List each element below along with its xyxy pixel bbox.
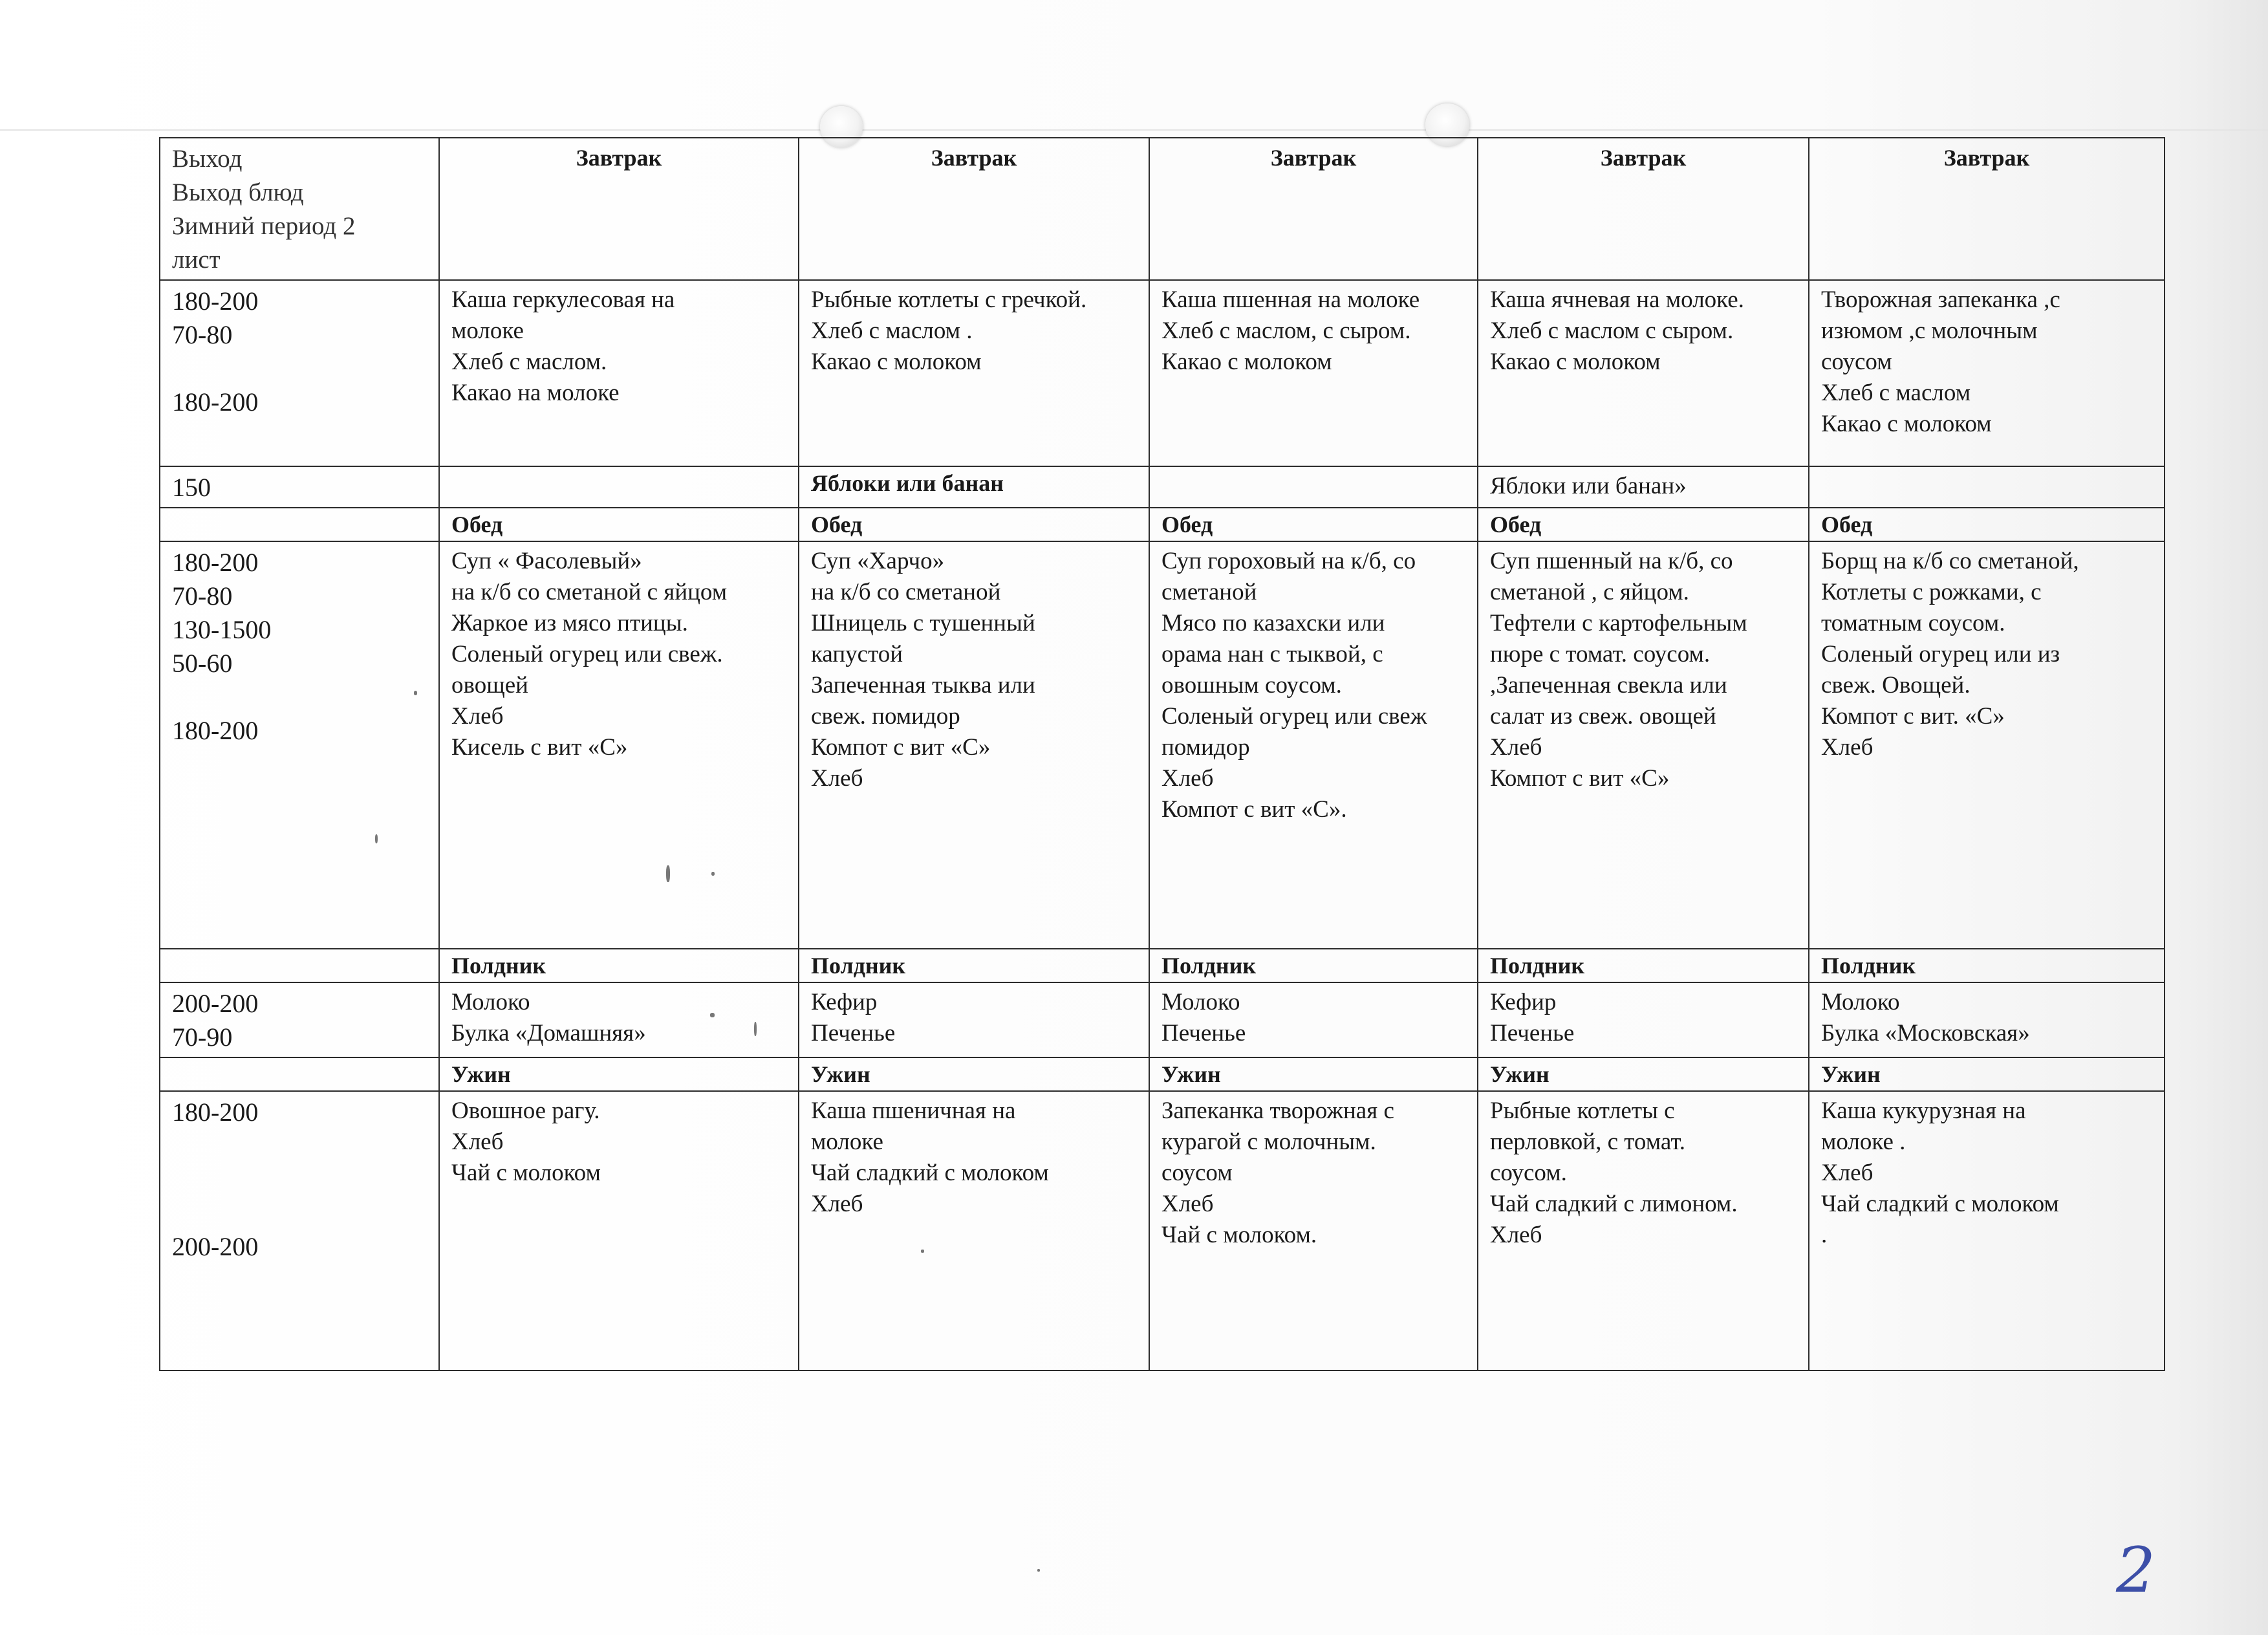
snack-day-2: Яблоки или банан — [799, 466, 1149, 508]
snack-day-3 — [1149, 466, 1478, 508]
snack-day-5 — [1809, 466, 2165, 508]
scan-speck — [375, 834, 378, 843]
dinner-portions: 180-200 200-200 — [160, 1091, 439, 1370]
afternoon-day-4: Кефир Печенье — [1478, 982, 1809, 1057]
breakfast-day-2: Рыбные котлеты с гречкой. Хлеб с маслом . Какао с молоком — [799, 280, 1149, 466]
afternoon-day-5: Молоко Булка «Московская» — [1809, 982, 2165, 1057]
lunch-day-4: Суп пшенный на к/б, со сметаной , с яйцом. Тефтели с картофельным пюре с томат. соусом. ,Запеченная свекла или салат из свеж. овощей Хлеб Компот с вит «С» — [1478, 541, 1809, 949]
dinner-day-2: Каша пшеничная на молоке Чай сладкий с молоком Хлеб — [799, 1091, 1149, 1370]
dinner-heading-day-2: Ужин — [799, 1057, 1149, 1091]
lunch-row — [160, 541, 2165, 949]
scan-speck — [710, 1013, 715, 1017]
lunch-day-2: Суп «Харчо» на к/б со сметаной Шницель с тушенный капустой Запеченная тыква или свеж. помидор Компот с вит «С» Хлеб — [799, 541, 1149, 949]
afternoon-heading-empty — [160, 949, 439, 982]
header-day-5: Завтрак — [1809, 138, 2165, 280]
page-number: 2 — [2116, 1534, 2156, 1607]
afternoon-heading-day-2: Полдник — [799, 949, 1149, 982]
afternoon-day-2: Кефир Печенье — [799, 982, 1149, 1057]
snack-portions: 150 — [160, 466, 439, 508]
lunch-heading-day-3: Обед — [1149, 508, 1478, 541]
afternoon-day-3: Молоко Печенье — [1149, 982, 1478, 1057]
lunch-heading-empty — [160, 508, 439, 541]
scan-speck — [921, 1250, 924, 1253]
lunch-portions: 180-200 70-80 130-1500 50-60 180-200 — [160, 541, 439, 949]
dinner-heading-empty — [160, 1057, 439, 1091]
dinner-day-3: Запеканка творожная с курагой с молочным. соусом Хлеб Чай с молоком. — [1149, 1091, 1478, 1370]
afternoon-heading-row — [160, 949, 2165, 982]
breakfast-day-3: Каша пшенная на молоке Хлеб с маслом, с сыром. Какао с молоком — [1149, 280, 1478, 466]
dinner-day-1: Овошное рагу. Хлеб Чай с молоком — [439, 1091, 799, 1370]
lunch-day-1: Суп « Фасолевый» на к/б со сметаной с яйцом Жаркое из мясо птицы. Соленый огурец или свеж. овощей Хлеб Кисель с вит «С» — [439, 541, 799, 949]
lunch-day-3: Суп гороховый на к/б, со сметаной Мясо по казахски или орама нан с тыквой, с овошным соусом. Соленый огурец или свеж помидор Хлеб Компот с вит «С». — [1149, 541, 1478, 949]
header-day-3: Завтрак — [1149, 138, 1478, 280]
lunch-heading-day-1: Обед — [439, 508, 799, 541]
lunch-heading-day-2: Обед — [799, 508, 1149, 541]
scan-speck — [1037, 1569, 1040, 1572]
paper-fold-edge — [0, 129, 2268, 131]
dinner-row — [160, 1091, 2165, 1370]
menu-table — [159, 137, 2165, 1371]
scan-speck — [666, 865, 670, 882]
breakfast-portions: 180-200 70-80 180-200 — [160, 280, 439, 466]
afternoon-heading-day-3: Полдник — [1149, 949, 1478, 982]
scan-speck — [754, 1022, 757, 1036]
snack-day-1 — [439, 466, 799, 508]
breakfast-day-4: Каша ячневая на молоке. Хлеб с маслом с сыром. Какао с молоком — [1478, 280, 1809, 466]
header-row — [160, 138, 2165, 280]
afternoon-portions: 200-200 70-90 — [160, 982, 439, 1057]
snack-day-4: Яблоки или банан» — [1478, 466, 1809, 508]
header-portion-label: Выход Выход блюд Зимний период 2 лист — [160, 138, 439, 280]
lunch-day-5: Борщ на к/б со сметаной, Котлеты с рожками, с томатным соусом. Соленый огурец или из свеж. Овощей. Компот с вит. «С» Хлеб — [1809, 541, 2165, 949]
lunch-heading-row — [160, 508, 2165, 541]
dinner-heading-day-1: Ужин — [439, 1057, 799, 1091]
header-day-1: Завтрак — [439, 138, 799, 280]
afternoon-heading-day-4: Полдник — [1478, 949, 1809, 982]
breakfast-row — [160, 280, 2165, 466]
afternoon-heading-day-5: Полдник — [1809, 949, 2165, 982]
scan-speck — [711, 872, 715, 876]
afternoon-heading-day-1: Полдник — [439, 949, 799, 982]
dinner-heading-day-5: Ужин — [1809, 1057, 2165, 1091]
afternoon-row — [160, 982, 2165, 1057]
lunch-heading-day-5: Обед — [1809, 508, 2165, 541]
dinner-heading-row — [160, 1057, 2165, 1091]
lunch-heading-day-4: Обед — [1478, 508, 1809, 541]
header-day-4: Завтрак — [1478, 138, 1809, 280]
breakfast-day-5: Творожная запеканка ,с изюмом ,с молочным соусом Хлеб с маслом Какао с молоком — [1809, 280, 2165, 466]
snack-row — [160, 466, 2165, 508]
breakfast-day-1: Каша геркулесовая на молоке Хлеб с маслом. Какао на молоке — [439, 280, 799, 466]
dinner-day-5: Каша кукурузная на молоке . Хлеб Чай сладкий с молоком . — [1809, 1091, 2165, 1370]
afternoon-day-1: Молоко Булка «Домашняя» — [439, 982, 799, 1057]
dinner-heading-day-4: Ужин — [1478, 1057, 1809, 1091]
dinner-heading-day-3: Ужин — [1149, 1057, 1478, 1091]
dinner-day-4: Рыбные котлеты с перловкой, с томат. соусом. Чай сладкий с лимоном. Хлеб — [1478, 1091, 1809, 1370]
scan-speck — [414, 691, 417, 695]
header-day-2: Завтрак — [799, 138, 1149, 280]
